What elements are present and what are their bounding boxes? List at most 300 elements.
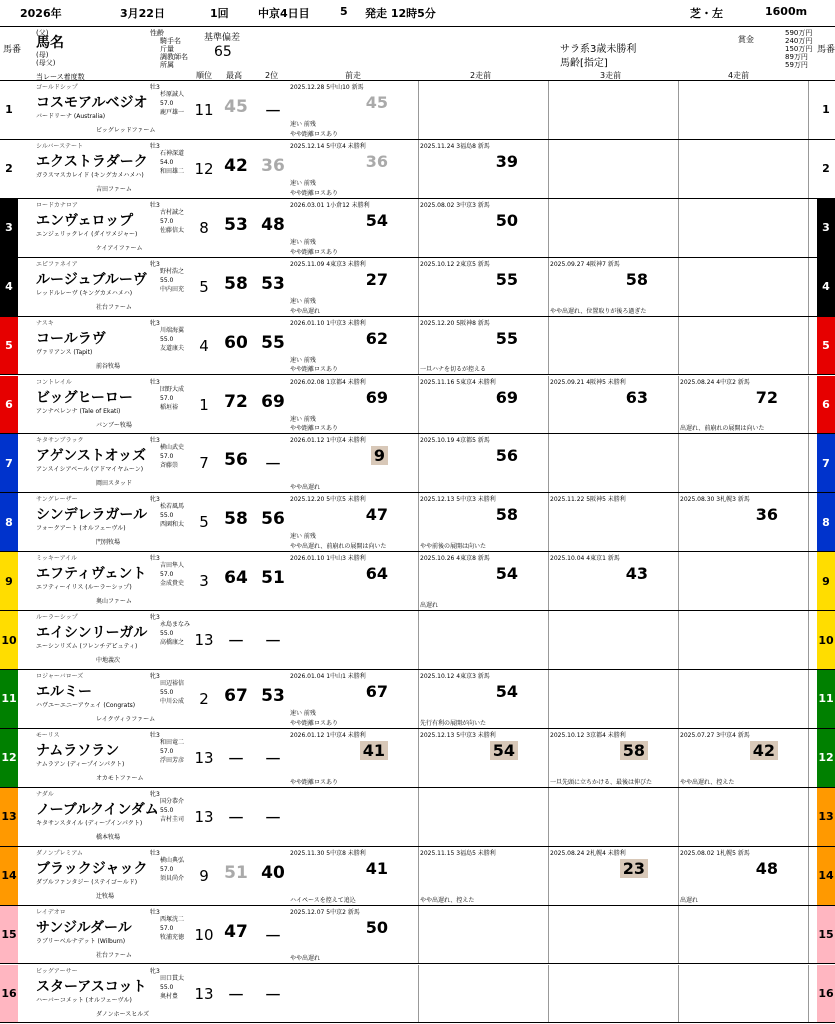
race-comment: 出遅れ xyxy=(420,602,439,610)
gate-number-left: 5 xyxy=(0,317,18,375)
horse-row xyxy=(0,317,835,376)
col-dam: (母) xyxy=(36,51,49,59)
gate-number-right: 5 xyxy=(817,317,835,375)
race-tags: 速い 前残 xyxy=(290,238,316,246)
horse-name[interactable]: ビッグヒーロー xyxy=(36,389,133,406)
gate-number-right: 6 xyxy=(817,376,835,434)
jockey-info: 横山武史 57.0 斉藤崇 xyxy=(160,444,185,470)
race-info: 2025.10.04 4東京1 新馬 xyxy=(550,555,620,563)
gate-number-left: 3 xyxy=(0,199,18,257)
col-sexage: 性齢 xyxy=(150,29,164,37)
horse-row xyxy=(0,258,835,317)
race-cell[interactable] xyxy=(678,965,809,1023)
dam-name: ラブリーベルナデット (Wilburn) xyxy=(36,937,126,945)
second-figure: 56 xyxy=(261,509,285,530)
race-cell[interactable] xyxy=(678,611,809,669)
gate-number-right: 16 xyxy=(817,965,835,1023)
race-tags: 速い 前残 xyxy=(290,356,316,364)
race-cell[interactable] xyxy=(548,493,679,551)
race-comment: やや距離ロスあり xyxy=(290,366,339,374)
dam-name: ヴァリアンス (Tapit) xyxy=(36,348,93,356)
race-cell[interactable] xyxy=(418,493,549,551)
dam-name: ガラスマスカレイド (キングカメハメハ) xyxy=(36,171,144,179)
race-cell[interactable] xyxy=(418,788,549,846)
second-figure: － xyxy=(264,926,282,947)
race-cell[interactable] xyxy=(548,376,679,434)
col-trainer: 調教師名 xyxy=(160,53,188,61)
race-info: 2025.10.12 2東京5 新馬 xyxy=(420,260,490,268)
best-figure: － xyxy=(227,749,245,770)
race-header xyxy=(0,0,835,27)
race-cell[interactable] xyxy=(678,140,809,198)
race-cell[interactable] xyxy=(288,81,419,139)
race-cell[interactable] xyxy=(678,788,809,846)
owner-name: 辻牧場 xyxy=(96,892,115,900)
race-cell[interactable] xyxy=(418,965,549,1023)
race-info: 2025.12.13 5中京3 未勝利 xyxy=(420,731,496,739)
race-tags: 速い 前残 xyxy=(290,415,316,423)
race-figure: 54 xyxy=(365,210,388,230)
order-rank: 5 xyxy=(199,277,209,296)
horse-name[interactable]: エンヴェロップ xyxy=(36,212,134,229)
race-cell[interactable] xyxy=(548,140,679,198)
best-figure: 51 xyxy=(224,862,248,883)
race-cell[interactable] xyxy=(288,670,419,728)
race-cell[interactable] xyxy=(418,434,549,492)
sire-name: キタサンブラック xyxy=(36,437,84,445)
horse-name[interactable]: ブラックジャック xyxy=(36,860,148,877)
horse-row xyxy=(0,81,835,140)
race-figure: 62 xyxy=(365,328,388,348)
race-info: 2025.12.28 5中山10 新馬 xyxy=(290,84,364,91)
col-damsire: (母父) xyxy=(36,59,56,67)
horse-row xyxy=(0,376,835,435)
race-info: 2025.11.30 5中京8 未勝利 xyxy=(290,849,366,857)
race-cell[interactable] xyxy=(678,258,809,316)
col-weight: 斤量 xyxy=(160,45,174,53)
race-cell[interactable] xyxy=(678,81,809,139)
race-year: 2026年 xyxy=(20,7,62,20)
race-info: 2026.01.12 1中京4 未勝利 xyxy=(290,731,366,739)
horse-row xyxy=(0,140,835,199)
col-base: 基準偏差 xyxy=(204,33,241,43)
horse-row xyxy=(0,847,835,906)
gate-number-left: 8 xyxy=(0,493,18,551)
owner-name: 前谷牧場 xyxy=(96,362,121,370)
race-comment: ハイペースを控えて追込 xyxy=(290,896,356,904)
col-sire: (父) xyxy=(36,29,49,37)
race-cell[interactable] xyxy=(288,965,419,1023)
gate-number-right: 4 xyxy=(817,258,835,316)
col-best: 最高 xyxy=(226,71,242,80)
race-figure: 58 xyxy=(620,741,648,760)
race-distance: 1600m xyxy=(765,5,808,18)
race-tags: 速い 前残 xyxy=(290,297,316,305)
order-rank: 10 xyxy=(194,925,214,944)
gate-number-left: 14 xyxy=(0,847,18,905)
jockey-info: 西塚洸二 57.0 牧浦充徳 xyxy=(160,915,185,941)
horse-row xyxy=(0,906,835,965)
jockey-info: 国分恭介 55.0 吉村圭司 xyxy=(160,797,185,823)
second-figure: 55 xyxy=(261,332,285,353)
gate-number-right: 12 xyxy=(817,729,835,787)
prize-3: 150万円 xyxy=(785,45,813,53)
race-tags: 速い 前残 xyxy=(290,121,316,128)
race-cell[interactable] xyxy=(288,552,419,610)
race-figure: 42 xyxy=(750,741,778,760)
sex-age: 牡3 xyxy=(150,849,160,857)
prize-4: 89万円 xyxy=(785,53,808,61)
race-comment: やや出遅れ、位置取りが後ろ過ぎた xyxy=(550,307,647,315)
race-cell[interactable] xyxy=(548,847,679,905)
race-cell[interactable] xyxy=(548,258,679,316)
horse-name[interactable]: コスモアルベジオ xyxy=(36,95,148,111)
gate-number-left: 7 xyxy=(0,434,18,492)
horse-name[interactable]: ナムラソラン xyxy=(36,742,120,759)
jockey-info: 古村誠之 57.0 佐藤信太 xyxy=(160,208,185,234)
best-figure: 56 xyxy=(224,450,248,471)
race-cell[interactable] xyxy=(288,729,419,787)
sire-name: コントレイル xyxy=(36,378,72,386)
col-second: 2位 xyxy=(265,71,279,80)
gate-number-left: 2 xyxy=(0,140,18,198)
race-cell[interactable] xyxy=(288,199,419,257)
race-comment: やや距離ロスあり xyxy=(290,189,339,197)
race-cell[interactable] xyxy=(678,906,809,964)
sire-name: ダノンプレミアム xyxy=(36,849,83,857)
best-figure: 45 xyxy=(224,97,248,117)
owner-name: オカモトファーム xyxy=(96,774,144,782)
race-cell[interactable] xyxy=(548,199,679,257)
best-figure: 67 xyxy=(224,686,248,706)
race-cell[interactable] xyxy=(678,317,809,375)
gate-number-left: 1 xyxy=(0,81,18,139)
race-cell[interactable] xyxy=(418,199,549,257)
sire-name: モーリス xyxy=(36,731,60,739)
race-figure: 58 xyxy=(625,269,648,289)
sire-name: ルーラーシップ xyxy=(36,614,78,622)
race-cell[interactable] xyxy=(418,140,549,198)
sex-age: 牝3 xyxy=(150,673,160,680)
order-rank: 3 xyxy=(199,572,209,591)
race-cell[interactable] xyxy=(288,611,419,669)
race-cell[interactable] xyxy=(678,552,809,610)
dam-name: ハーバーコメット (オルフェーヴル) xyxy=(36,996,132,1004)
sex-age: 牡3 xyxy=(150,142,160,150)
horse-name[interactable]: アゲンストオッズ xyxy=(36,448,147,465)
race-info: 2025.12.20 5阪神8 新馬 xyxy=(420,319,490,327)
order-rank: 2 xyxy=(199,690,209,708)
race-info: 2025.08.02 3中京3 新馬 xyxy=(420,201,490,209)
order-rank: 5 xyxy=(199,513,209,532)
order-rank: 4 xyxy=(199,336,209,355)
race-cell[interactable] xyxy=(548,729,679,787)
race-comment: やや距離ロスあり xyxy=(290,778,339,786)
sire-name: ロジャーバローズ xyxy=(36,673,84,680)
col-prev2: 2走前 xyxy=(470,71,492,80)
order-rank: 13 xyxy=(194,748,214,767)
race-figure: 56 xyxy=(495,446,518,466)
sire-name: ナスキ xyxy=(36,319,54,327)
race-info: 2025.09.27 4阪神7 新馬 xyxy=(550,260,620,268)
race-cell[interactable] xyxy=(548,906,679,964)
race-info: 2025.08.30 3札幌3 新馬 xyxy=(680,496,750,504)
race-figure: 45 xyxy=(365,93,388,112)
race-cell[interactable] xyxy=(548,317,679,375)
race-cell[interactable] xyxy=(678,434,809,492)
col-prev: 当レース着度数 xyxy=(36,73,85,81)
order-rank: 12 xyxy=(194,159,214,178)
jockey-info: 永島まなみ 55.0 高橋康之 xyxy=(160,621,191,647)
race-info: 2026.01.12 1中京4 未勝利 xyxy=(290,437,366,445)
race-info: 2026.03.01 1小倉12 未勝利 xyxy=(290,201,370,209)
race-cell[interactable] xyxy=(548,788,679,846)
race-cell[interactable] xyxy=(288,493,419,551)
race-comment: やや出遅れ、控えた xyxy=(680,778,735,786)
horse-name[interactable]: エルミー xyxy=(36,684,92,700)
gate-number-right: 2 xyxy=(817,140,835,198)
second-figure: － xyxy=(264,102,282,122)
race-cell[interactable] xyxy=(288,376,419,434)
race-comment: やや距離ロスあり xyxy=(290,719,339,727)
race-surface: 芝・左 xyxy=(690,7,723,20)
race-cell[interactable] xyxy=(678,493,809,551)
owner-name: ケイアイファーム xyxy=(96,244,143,252)
horse-row xyxy=(0,552,835,611)
race-info: 2025.08.24 2札幌4 未勝利 xyxy=(550,849,626,857)
sire-name: シルバーステート xyxy=(36,142,84,150)
race-comment: やや出遅れ、前崩れの展開は向いた xyxy=(290,543,387,551)
race-cell[interactable] xyxy=(678,847,809,905)
jockey-info: 杉原誠人 57.0 鹿戸雄一 xyxy=(160,91,185,116)
race-info: 2025.10.19 4京都5 新馬 xyxy=(420,437,490,445)
race-figure: 54 xyxy=(490,741,518,760)
best-figure: 47 xyxy=(224,921,248,942)
best-figure: 58 xyxy=(224,509,248,530)
race-class: サラ系3歳未勝利 xyxy=(560,44,637,55)
race-cell[interactable] xyxy=(548,611,679,669)
column-header xyxy=(0,28,835,81)
second-figure: － xyxy=(264,749,282,770)
prize-1: 590万円 xyxy=(785,29,813,37)
race-comment: やや出遅れ xyxy=(290,484,321,492)
sire-name: ナダル xyxy=(36,790,54,798)
gate-number-right: 10 xyxy=(817,611,835,669)
race-cell[interactable] xyxy=(678,729,809,787)
race-figure: 72 xyxy=(755,387,778,407)
race-cell[interactable] xyxy=(288,258,419,316)
jockey-info: 田口貫太 55.0 奥村豊 xyxy=(160,974,185,1000)
race-cell[interactable] xyxy=(548,670,679,728)
order-rank: 7 xyxy=(199,454,209,473)
race-comment: 出遅れ、前崩れの展開は向いた xyxy=(680,425,765,433)
horse-name[interactable]: サンジルダール xyxy=(36,919,132,936)
race-info: 2026.01.10 1中山3 未勝利 xyxy=(290,555,366,563)
race-info: 2025.12.20 5中京5 未勝利 xyxy=(290,496,366,504)
race-venue: 中京4日目 xyxy=(258,7,310,20)
sire-name: レイデオロ xyxy=(36,908,66,916)
race-figure: 54 xyxy=(495,682,518,701)
sex-age: 牡3 xyxy=(150,201,160,209)
gate-number-right: 1 xyxy=(817,81,835,139)
race-cell[interactable] xyxy=(288,906,419,964)
race-figure: 36 xyxy=(365,151,388,171)
horse-row xyxy=(0,729,835,788)
race-kai: 1回 xyxy=(210,7,229,20)
race-cell[interactable] xyxy=(418,670,549,728)
dam-name: ナムラアン (ディープインパクト) xyxy=(36,760,125,768)
dam-name: エフティーイリス (ルーラーシップ) xyxy=(36,584,132,592)
horse-name[interactable]: エイシンリーガル xyxy=(36,625,148,642)
race-info: 2025.08.24 4中京2 新馬 xyxy=(680,378,750,386)
race-cell[interactable] xyxy=(548,552,679,610)
race-comment: やや距離ロスあり xyxy=(290,130,339,138)
race-figure: 55 xyxy=(495,328,518,348)
owner-name: ダノンホースヒルズ xyxy=(96,1010,150,1018)
race-info: 2026.02.08 1京都4 未勝利 xyxy=(290,378,366,386)
race-cell[interactable] xyxy=(548,965,679,1023)
sex-age: 牡3 xyxy=(150,84,160,91)
col-base-val: 65 xyxy=(214,44,232,60)
sex-age: 牡3 xyxy=(150,908,160,916)
col-jockey: 騎手名 xyxy=(160,37,181,45)
best-figure: 72 xyxy=(224,391,248,412)
race-figure: 58 xyxy=(495,505,518,525)
col-horse: 馬名 xyxy=(36,35,64,51)
dam-name: フォークアート (オルフェーヴル) xyxy=(36,525,126,533)
race-info: 2026.01.04 1中山1 未勝利 xyxy=(290,673,366,680)
race-cell[interactable] xyxy=(288,140,419,198)
order-rank: 13 xyxy=(194,807,214,826)
race-info: 2025.12.07 5中京2 新馬 xyxy=(290,908,360,916)
race-cell[interactable] xyxy=(418,376,549,434)
order-rank: 13 xyxy=(194,984,214,1003)
best-figure: － xyxy=(227,985,245,1006)
order-rank: 11 xyxy=(194,101,214,119)
sire-name: ゴールドシップ xyxy=(36,84,78,91)
horse-name[interactable]: ルージュブルーヴ xyxy=(36,271,147,288)
gate-number-left: 6 xyxy=(0,376,18,434)
race-figure: 41 xyxy=(365,858,388,878)
prize-label: 賞金 xyxy=(738,35,754,44)
race-figure: 54 xyxy=(495,564,518,584)
second-figure: 53 xyxy=(261,686,285,706)
race-comment: やや出遅れ xyxy=(290,307,321,315)
race-cell[interactable] xyxy=(418,552,549,610)
race-figure: 55 xyxy=(495,269,518,289)
horse-name[interactable]: シンデレラガール xyxy=(36,507,148,524)
jockey-info: 石神深道 54.0 和田雄二 xyxy=(160,149,185,175)
dam-name: アンスイシアベール (アドマイヤムーン) xyxy=(36,466,144,474)
race-comment: やや距離ロスあり xyxy=(290,425,339,433)
race-cell[interactable] xyxy=(548,434,679,492)
gate-number-left: 9 xyxy=(0,552,18,610)
gate-number-right: 14 xyxy=(817,847,835,905)
col-umaban-right: 馬番 xyxy=(817,45,835,55)
race-condition: 馬齢[指定] xyxy=(560,58,608,69)
owner-name: 吉田ファーム xyxy=(96,185,132,193)
race-cell[interactable] xyxy=(418,81,549,139)
race-cell[interactable] xyxy=(678,670,809,728)
race-figure: 50 xyxy=(365,917,388,937)
race-cell[interactable] xyxy=(288,434,419,492)
best-figure: 53 xyxy=(224,214,248,235)
race-cell[interactable] xyxy=(418,611,549,669)
race-figure: 67 xyxy=(365,682,388,701)
horse-name[interactable]: スターアスコット xyxy=(36,978,147,995)
best-figure: 58 xyxy=(224,273,248,294)
race-info: 2025.11.16 5東京4 未勝利 xyxy=(420,378,496,386)
sex-age: 牡3 xyxy=(150,555,160,563)
second-figure: － xyxy=(264,808,282,829)
race-figure: 27 xyxy=(365,269,388,289)
race-cell[interactable] xyxy=(418,729,549,787)
gate-number-left: 13 xyxy=(0,788,18,846)
order-rank: 13 xyxy=(194,631,214,650)
horse-name[interactable]: コールラヴ xyxy=(36,330,106,347)
race-cell[interactable] xyxy=(418,317,549,375)
race-cell[interactable] xyxy=(678,376,809,434)
owner-name: レイクヴィラファーム xyxy=(96,716,156,723)
horse-name[interactable]: ノーブルクインダム xyxy=(36,801,159,818)
horse-name[interactable]: エクストラダーク xyxy=(36,153,148,170)
race-cell[interactable] xyxy=(418,906,549,964)
race-comment: 一旦ハナを切るが控える xyxy=(420,366,487,374)
race-cell[interactable] xyxy=(678,199,809,257)
race-info: 2025.09.21 4阪神5 未勝利 xyxy=(550,378,626,386)
race-figure: 23 xyxy=(620,859,648,878)
race-cell[interactable] xyxy=(288,788,419,846)
sex-age: 牝3 xyxy=(150,260,160,268)
col-prev3: 3走前 xyxy=(600,71,622,80)
second-figure: 69 xyxy=(261,391,285,412)
race-cell[interactable] xyxy=(418,258,549,316)
dam-name: レッドルレーヴ (キングカメハメハ) xyxy=(36,289,133,297)
horse-name[interactable]: エフティヴェント xyxy=(36,566,147,583)
second-figure: 36 xyxy=(261,155,285,176)
race-cell[interactable] xyxy=(288,317,419,375)
race-tags: 速い 前残 xyxy=(290,710,316,717)
owner-name: 岡田スタッド xyxy=(96,480,133,488)
jockey-info: 野村浩之 55.0 中内田充 xyxy=(160,267,185,293)
owner-name: ビッグレッドファーム xyxy=(96,127,156,134)
jockey-info: 吉田隼人 57.0 金成貴史 xyxy=(160,562,185,588)
gate-number-right: 15 xyxy=(817,906,835,964)
race-cell[interactable] xyxy=(288,847,419,905)
race-info: 2025.07.27 3中京4 新馬 xyxy=(680,731,750,739)
horse-row xyxy=(0,965,835,1024)
prize-2: 240万円 xyxy=(785,37,813,45)
owner-name: 中地義次 xyxy=(96,657,121,665)
order-rank: 9 xyxy=(199,866,209,885)
race-figure: 43 xyxy=(625,564,648,584)
dam-name: キタサンスタイル (ディープインパクト) xyxy=(36,819,143,827)
race-figure: 39 xyxy=(495,151,518,171)
race-info: 2026.01.10 1中京3 未勝利 xyxy=(290,319,366,327)
race-cell[interactable] xyxy=(548,81,679,139)
order-rank: 1 xyxy=(199,395,209,414)
race-cell[interactable] xyxy=(418,847,549,905)
race-info: 2025.11.22 5阪神5 未勝利 xyxy=(550,496,626,504)
jockey-info: 川端海翼 55.0 友道康夫 xyxy=(160,326,185,352)
sex-age: 牝3 xyxy=(150,319,160,327)
col-umaban: 馬番 xyxy=(3,45,22,55)
owner-name: 社台ファーム xyxy=(96,951,132,959)
dam-name: バードリーナ (Australia) xyxy=(36,113,106,120)
race-figure: 64 xyxy=(365,564,388,584)
horse-row xyxy=(0,199,835,258)
second-figure: － xyxy=(264,455,282,476)
